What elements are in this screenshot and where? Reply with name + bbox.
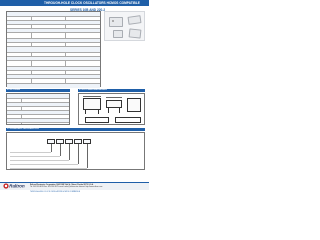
ordering-information [6, 132, 145, 170]
specification-table [6, 11, 101, 87]
product-photo [104, 11, 145, 41]
leader-line [51, 144, 52, 152]
pin [119, 108, 120, 113]
oscillator-dip [129, 28, 142, 38]
outline-section-title: 4. OUTLINE/DIMENSIONS [79, 89, 107, 92]
ordering-option-row [10, 167, 87, 169]
raltron-logo [3, 183, 25, 189]
leader-line [78, 144, 79, 164]
footer [0, 182, 149, 198]
footer-fine-print: THROUGH-HOLE CLOCK OSCILLATORS HCMOS COMPATIBLE [30, 191, 80, 193]
ordering-section-title: 5. ORDERING INFORMATION [7, 128, 39, 131]
dimension-table [115, 117, 141, 123]
package-bottom-view [127, 98, 141, 112]
pin [108, 108, 109, 113]
table-row [7, 83, 100, 88]
outline-drawing [78, 93, 145, 125]
oscillator-full-size [109, 17, 123, 27]
package-top-view [83, 98, 101, 110]
svg-text:Raltron: Raltron [9, 183, 25, 189]
ordering-option-row [10, 155, 60, 157]
leader-line [87, 144, 88, 168]
dimension-line [106, 97, 122, 98]
leader-line [60, 144, 61, 156]
ordering-option-row [10, 163, 78, 165]
pin [85, 110, 86, 114]
pin-connection-table [85, 117, 109, 123]
footer-company: Raltron Electronics Corporation 10651 NW 19th St., Miami, Florida 33172 U.S.A. [30, 183, 94, 186]
options-section-title: 3. OPTIONS [7, 89, 20, 92]
series-title: SERIES 10B AND 220-2 [70, 7, 106, 12]
page-title: THROUGH-HOLE CLOCK OSCILLATORS HCMOS COMPATIBLE [44, 0, 140, 5]
options-table [6, 93, 70, 125]
pin-one-marker [112, 20, 114, 22]
footer-contact: Tel: 305-593-6033 Fax: 305-594-3973 e-mail: sales@raltron.com Internet: http://www.raltron.com [30, 186, 103, 189]
leader-line [69, 144, 70, 160]
oscillator-metal-can [113, 30, 123, 38]
package-side-view [106, 100, 122, 108]
ordering-option-row [10, 151, 51, 153]
dimension-line [83, 96, 101, 97]
oscillator-half-size [128, 15, 142, 25]
pin [98, 110, 99, 114]
table-row [7, 122, 69, 126]
ordering-option-row [10, 159, 69, 161]
